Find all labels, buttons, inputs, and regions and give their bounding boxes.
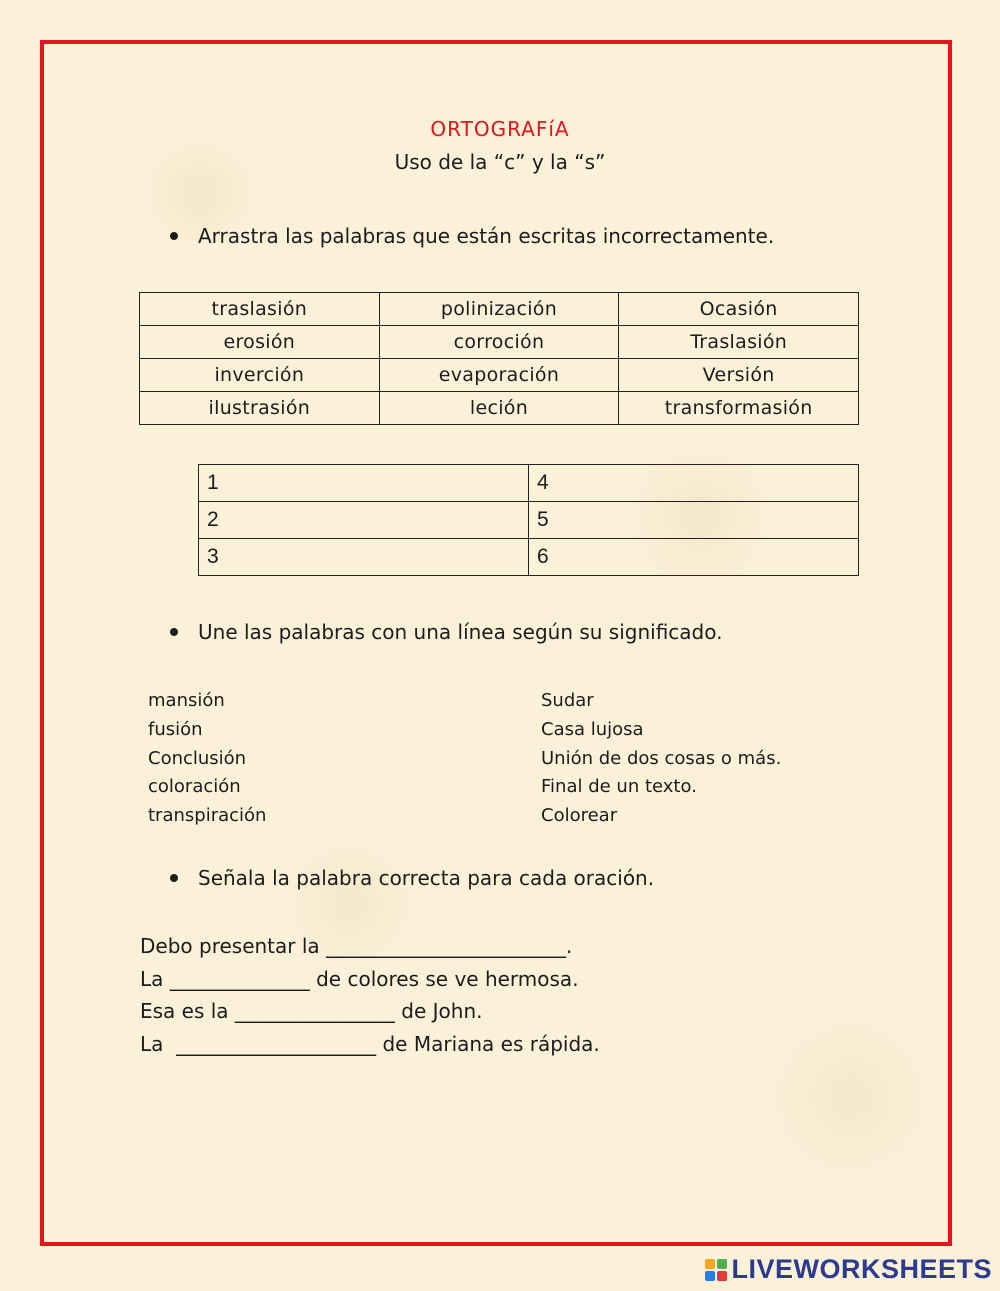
draggable-word[interactable]: Versión bbox=[619, 359, 859, 392]
match-word[interactable]: mansión bbox=[148, 690, 225, 711]
drop-zone[interactable]: 1 bbox=[199, 465, 529, 502]
draggable-word[interactable]: ilustrasión bbox=[140, 392, 380, 425]
word-table bbox=[139, 292, 859, 425]
answer-row bbox=[199, 502, 859, 539]
instruction-text: Señala la palabra correcta para cada oración. bbox=[198, 866, 655, 890]
match-word[interactable]: transpiración bbox=[148, 805, 267, 827]
match-meaning[interactable]: Final de un texto. bbox=[541, 776, 697, 798]
logo-square bbox=[705, 1259, 715, 1269]
instruction-match bbox=[170, 620, 723, 644]
instruction-drag bbox=[170, 224, 774, 248]
logo-icon bbox=[705, 1259, 727, 1281]
draggable-word[interactable]: erosión bbox=[140, 326, 380, 359]
match-word[interactable]: Conclusión bbox=[148, 747, 247, 769]
fill-blank-sentence[interactable]: La ____________________ de Mariana es rápida. bbox=[140, 1032, 600, 1057]
match-right-column bbox=[541, 687, 781, 831]
drop-zone[interactable]: 5 bbox=[529, 502, 859, 539]
draggable-word[interactable]: Ocasión bbox=[619, 293, 859, 326]
fill-blank-sentence[interactable]: Debo presentar la ________________________. bbox=[140, 934, 573, 958]
match-meaning[interactable]: Casa lujosa bbox=[541, 718, 644, 740]
answer-drop-table bbox=[198, 464, 859, 576]
match-word[interactable]: coloración bbox=[148, 776, 241, 798]
word-row bbox=[140, 326, 859, 359]
drop-zone[interactable]: 3 bbox=[199, 539, 529, 576]
bullet-icon bbox=[170, 628, 178, 636]
liveworksheets-logo bbox=[705, 1254, 992, 1285]
draggable-word[interactable]: inverción bbox=[140, 359, 380, 392]
fill-blank-sentence[interactable]: La ______________ de colores se ve hermosa. bbox=[140, 966, 579, 991]
answer-row bbox=[199, 465, 859, 502]
word-row bbox=[140, 392, 859, 425]
word-row bbox=[140, 293, 859, 326]
match-word[interactable]: fusión bbox=[148, 718, 203, 740]
bullet-icon bbox=[170, 874, 178, 882]
answer-row bbox=[199, 539, 859, 576]
drop-zone[interactable]: 4 bbox=[529, 465, 859, 502]
match-meaning[interactable]: Sudar bbox=[541, 690, 594, 711]
draggable-word[interactable]: leción bbox=[379, 392, 619, 425]
sentence-list bbox=[140, 930, 600, 1061]
bullet-icon bbox=[170, 232, 178, 240]
word-row bbox=[140, 359, 859, 392]
instruction-select bbox=[170, 866, 654, 890]
draggable-word[interactable]: polinización bbox=[379, 293, 619, 326]
draggable-word[interactable]: corroción bbox=[379, 326, 619, 359]
logo-square bbox=[717, 1271, 727, 1281]
logo-square bbox=[717, 1259, 727, 1269]
instruction-text: Une las palabras con una línea según su significado. bbox=[198, 620, 723, 644]
worksheet-title: ORTOGRAFíA bbox=[430, 117, 570, 141]
worksheet-subtitle: Uso de la “c” y la “s” bbox=[394, 150, 606, 174]
logo-text: LIVEWORKSHEETS bbox=[731, 1254, 992, 1284]
draggable-word[interactable]: Traslasión bbox=[619, 326, 859, 359]
draggable-word[interactable]: transformasión bbox=[619, 392, 859, 425]
drop-zone[interactable]: 6 bbox=[529, 539, 859, 576]
fill-blank-sentence[interactable]: Esa es la ________________ de John. bbox=[140, 999, 483, 1024]
draggable-word[interactable]: traslasión bbox=[140, 293, 380, 326]
draggable-word[interactable]: evaporación bbox=[379, 359, 619, 392]
match-left-column bbox=[148, 687, 266, 831]
logo-square bbox=[705, 1271, 715, 1281]
drop-zone[interactable]: 2 bbox=[199, 502, 529, 539]
instruction-text: Arrastra las palabras que están escritas incorrectamente. bbox=[198, 224, 775, 248]
match-meaning[interactable]: Unión de dos cosas o más. bbox=[541, 747, 782, 769]
match-meaning[interactable]: Colorear bbox=[541, 805, 618, 827]
